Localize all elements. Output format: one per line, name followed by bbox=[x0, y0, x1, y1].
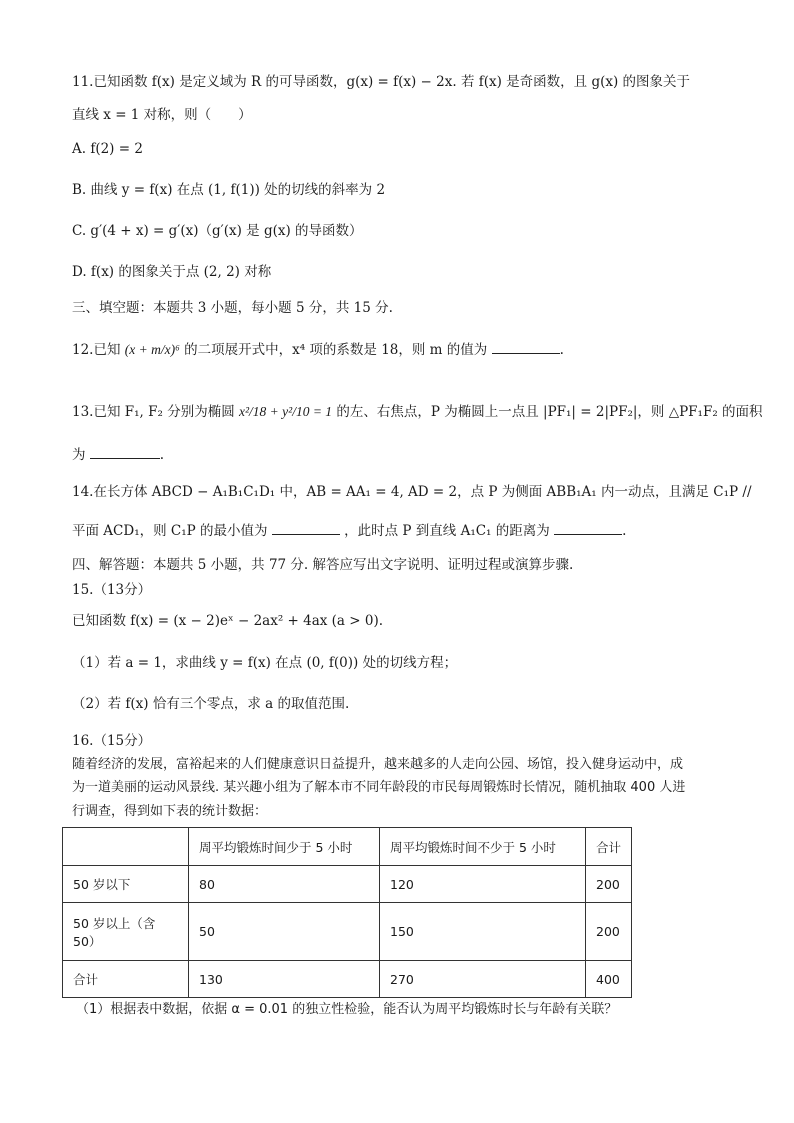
q16-stem-line3: 行调查，得到如下表的统计数据： bbox=[72, 804, 268, 819]
q14-line2 bbox=[72, 521, 626, 541]
table-cell: 200 bbox=[586, 866, 632, 903]
q11-line2: 直线 x = 1 对称，则（ ） bbox=[72, 107, 252, 123]
q11-line1: 11.已知函数 f(x) 是定义域为 R 的可导函数，g(x) = f(x) − 2x. 若 f(x) 是奇函数，且 g(x) 的图象关于 bbox=[72, 74, 691, 90]
q14-end: . bbox=[622, 523, 627, 539]
table-cell: 合计 bbox=[63, 961, 189, 998]
table-cell: 120 bbox=[380, 866, 586, 903]
table-header-cell bbox=[63, 828, 189, 866]
q12-end: . bbox=[559, 342, 564, 358]
q14-line1: 14.在长方体 ABCD − A₁B₁C₁D₁ 中，AB = AA₁ = 4, AD = 2，点 P 为侧面 ABB₁A₁ 内一动点，且满足 C₁P // bbox=[72, 484, 752, 500]
q11-option-a: A. f(2) = 2 bbox=[72, 141, 143, 157]
table-row bbox=[63, 903, 632, 961]
table-header-cell: 周平均锻炼时间不少于 5 小时 bbox=[380, 828, 586, 866]
q15-stem: 已知函数 f(x) = (x − 2)eˣ − 2ax² + 4ax (a > 0). bbox=[72, 613, 384, 629]
q11-option-c: C. g′(4 + x) = g′(x)（g′(x) 是 g(x) 的导函数） bbox=[72, 223, 363, 239]
q13-line2-text: 为 bbox=[72, 447, 86, 463]
q15-part1: （1）若 a = 1，求曲线 y = f(x) 在点 (0, f(0)) 处的切线方程； bbox=[72, 655, 458, 671]
q13-prefix: 13.已知 F₁, F₂ 分别为椭圆 bbox=[72, 404, 235, 420]
table-row bbox=[63, 866, 632, 903]
q14-line2b: ，此时点 P 到直线 A₁C₁ 的距离为 bbox=[344, 523, 550, 539]
q12-suffix: 的二项展开式中，x⁴ 项的系数是 18，则 m 的值为 bbox=[184, 342, 488, 358]
q14-answer-blank-1[interactable] bbox=[272, 534, 340, 535]
q13-line2 bbox=[72, 445, 164, 465]
q13-answer-blank[interactable] bbox=[90, 458, 160, 459]
table-header-row bbox=[63, 828, 632, 866]
q14-answer-blank-2[interactable] bbox=[554, 534, 622, 535]
q12-prefix: 12.已知 bbox=[72, 342, 121, 358]
q16-stem-line2: 为一道美丽的运动风景线. 某兴趣小组为了解本市不同年龄段的市民每周锻炼时长情况，随机抽取 400 人进 bbox=[72, 780, 686, 795]
table-cell: 150 bbox=[380, 903, 586, 961]
table-cell: 400 bbox=[586, 961, 632, 998]
section3-heading: 三、填空题：本题共 3 小题，每小题 5 分，共 15 分. bbox=[72, 300, 393, 316]
q13-expression: x²/18 + y²/10 = 1 bbox=[239, 404, 333, 419]
q14-line2a: 平面 ACD₁，则 C₁P 的最小值为 bbox=[72, 523, 268, 539]
table-cell: 50 岁以上（含 50） bbox=[63, 903, 189, 961]
q11-option-d: D. f(x) 的图象关于点 (2, 2) 对称 bbox=[72, 264, 272, 280]
q15-header: 15.（13分） bbox=[72, 582, 152, 598]
q16-part1: （1）根据表中数据，依据 α = 0.01 的独立性检验，能否认为周平均锻炼时长与年龄有关联？ bbox=[76, 1002, 618, 1017]
q16-stats-table bbox=[62, 827, 632, 998]
q16-stem-line1: 随着经济的发展，富裕起来的人们健康意识日益提升，越来越多的人走向公园、场馆，投入健身运动中，成 bbox=[72, 757, 684, 772]
q12-answer-blank[interactable] bbox=[492, 353, 560, 354]
table-cell: 130 bbox=[189, 961, 380, 998]
q13-suffix: 的左、右焦点，P 为椭圆上一点且 |PF₁| = 2|PF₂|，则 △PF₁F₂ 的面积 bbox=[336, 404, 763, 420]
table-cell: 200 bbox=[586, 903, 632, 961]
table-header-cell: 合计 bbox=[586, 828, 632, 866]
table-cell: 50 岁以下 bbox=[63, 866, 189, 903]
q13-end: . bbox=[159, 447, 165, 463]
q15-part2: （2）若 f(x) 恰有三个零点，求 a 的取值范围. bbox=[72, 696, 350, 712]
section4-heading: 四、解答题：本题共 5 小题，共 77 分. 解答应写出文字说明、证明过程或演算步骤. bbox=[72, 557, 574, 573]
table-header-cell: 周平均锻炼时间少于 5 小时 bbox=[189, 828, 380, 866]
q16-header: 16.（15分） bbox=[72, 733, 152, 749]
table-cell: 50 bbox=[189, 903, 380, 961]
q12-line bbox=[72, 340, 564, 360]
q12-expression: (x + m/x)⁶ bbox=[124, 342, 180, 357]
q13-line1 bbox=[72, 402, 763, 422]
table-cell: 80 bbox=[189, 866, 380, 903]
table-cell: 270 bbox=[380, 961, 586, 998]
table-row bbox=[63, 961, 632, 998]
q11-option-b: B. 曲线 y = f(x) 在点 (1, f(1)) 处的切线的斜率为 2 bbox=[72, 182, 386, 198]
